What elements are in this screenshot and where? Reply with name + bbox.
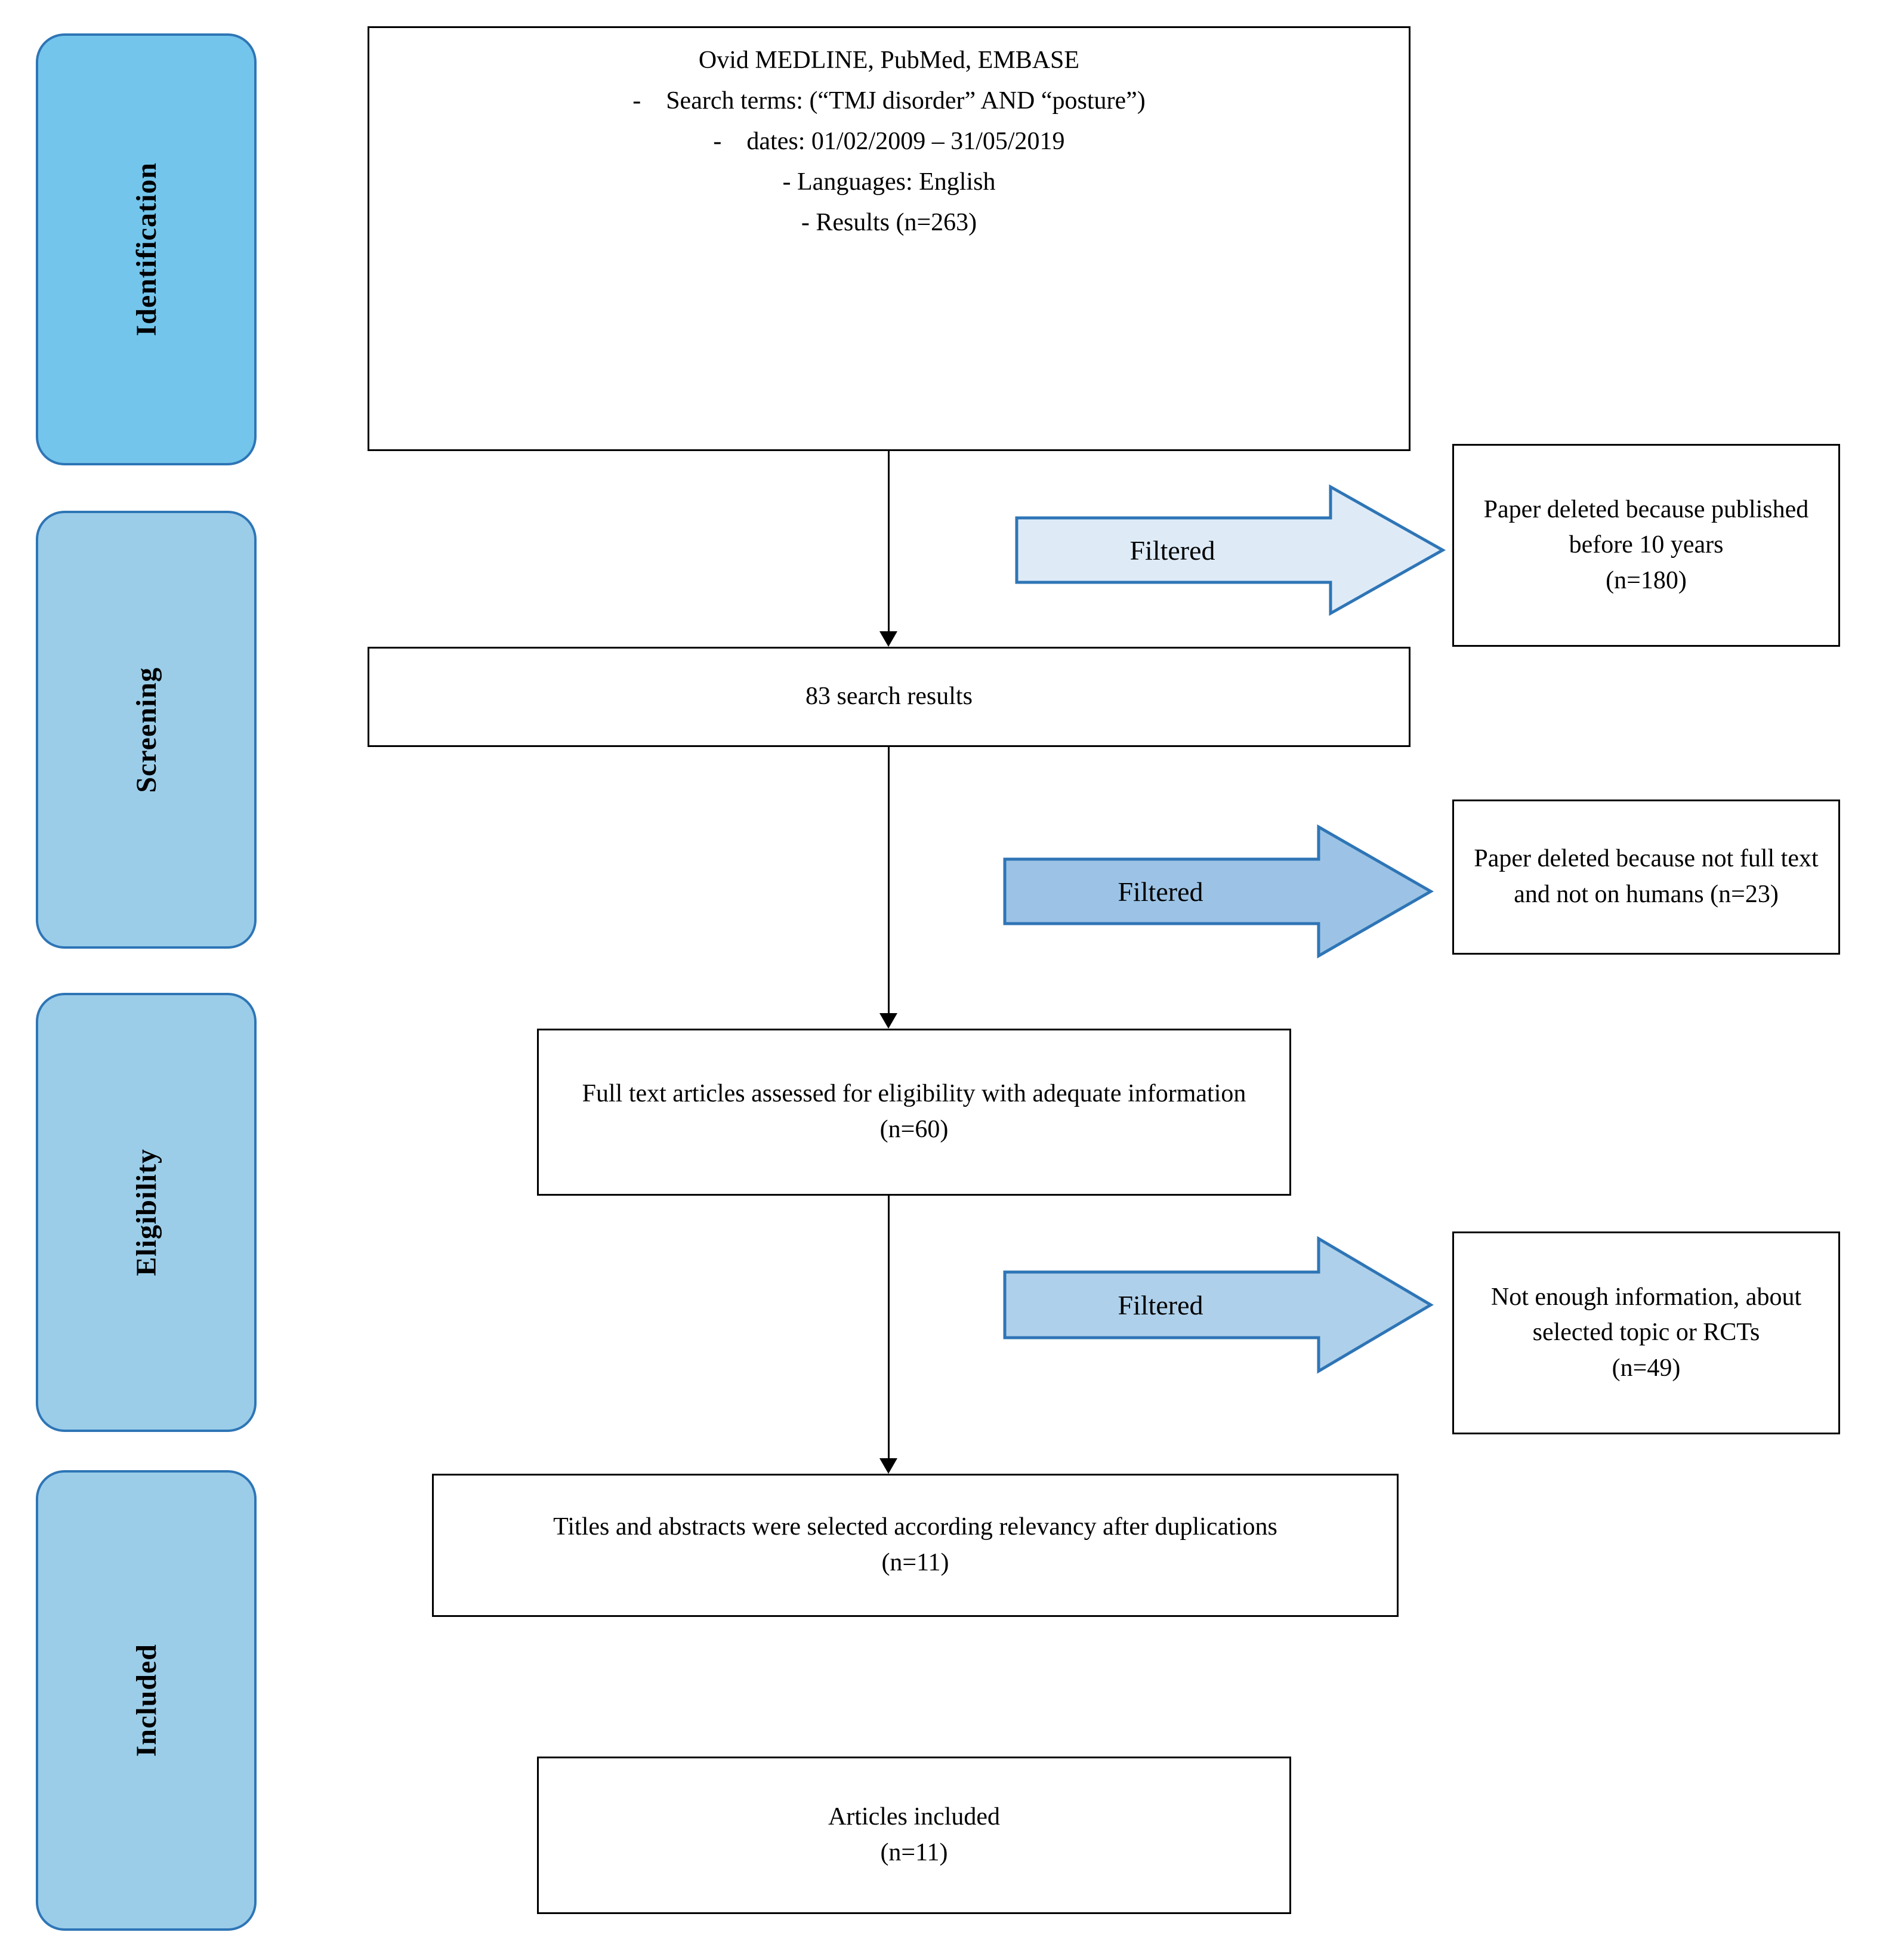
articles-included-box xyxy=(537,1757,1291,1914)
titles-abstracts-text: Titles and abstracts were selected according relevancy after duplications xyxy=(553,1513,1277,1541)
filter-label-3: Filtered xyxy=(1118,1289,1203,1320)
fulltext-assessed-count: (n=60) xyxy=(879,1116,949,1143)
stage-screening xyxy=(36,511,257,949)
connector-line-2 xyxy=(888,747,890,1013)
search-terms: - Search terms: (“TMJ disorder” AND “posture”) xyxy=(632,87,1146,115)
connector-line-3 xyxy=(888,1196,890,1458)
filter-outcome-text-2: Paper deleted because not full text and not on humans (n=23) xyxy=(1474,845,1819,908)
filter-outcome-box-2 xyxy=(1452,800,1840,955)
stage-screening-label: Screening xyxy=(130,666,162,793)
search-results-box xyxy=(368,647,1410,747)
articles-included-text: Articles included xyxy=(828,1803,1001,1831)
titles-abstracts-count: (n=11) xyxy=(881,1549,949,1576)
filter-outcome-box-1 xyxy=(1452,444,1840,647)
stage-identification-label: Identification xyxy=(130,162,162,337)
search-results-count: - Results (n=263) xyxy=(801,209,977,237)
filter-outcome-count-1: (n=180) xyxy=(1606,566,1687,594)
connector-arrowhead-1 xyxy=(879,631,897,647)
stage-identification xyxy=(36,33,257,465)
stage-included-label: Included xyxy=(130,1644,162,1757)
articles-included-count: (n=11) xyxy=(880,1839,948,1866)
fulltext-assessed-box xyxy=(537,1029,1291,1196)
stage-eligibility-label: Eligibility xyxy=(130,1149,162,1276)
titles-abstracts-box xyxy=(432,1474,1399,1617)
fulltext-assessed-text: Full text articles assessed for eligibility with adequate information xyxy=(582,1080,1246,1108)
connector-arrowhead-2 xyxy=(879,1013,897,1029)
stage-included xyxy=(36,1470,257,1931)
filter-outcome-text-3: Not enough information, about selected topic or RCTs xyxy=(1490,1283,1802,1347)
filter-outcome-count-3: (n=49) xyxy=(1612,1354,1681,1382)
filter-outcome-text-1: Paper deleted because published before 10 years xyxy=(1483,495,1809,559)
search-languages: - Languages: English xyxy=(782,168,996,196)
filter-label-2: Filtered xyxy=(1118,876,1203,907)
filter-label-1: Filtered xyxy=(1129,535,1215,566)
stage-eligibility xyxy=(36,993,257,1432)
search-results-text: 83 search results xyxy=(805,683,973,711)
connector-line-1 xyxy=(888,451,890,631)
filter-outcome-box-3 xyxy=(1452,1231,1840,1434)
search-databases: Ovid MEDLINE, PubMed, EMBASE xyxy=(698,47,1080,74)
search-strategy-box xyxy=(368,26,1410,451)
search-dates: - dates: 01/02/2009 – 31/05/2019 xyxy=(713,128,1065,156)
connector-arrowhead-3 xyxy=(879,1458,897,1474)
